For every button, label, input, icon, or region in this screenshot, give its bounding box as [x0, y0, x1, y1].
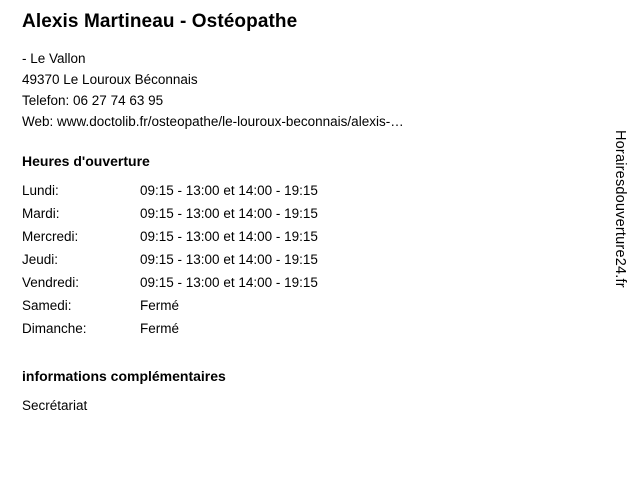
address-line-city: 49370 Le Louroux Béconnais: [22, 72, 198, 87]
hours-day-label: Mardi:: [22, 206, 60, 221]
hours-value: 09:15 - 13:00 et 14:00 - 19:15: [140, 252, 318, 267]
hours-day-label: Dimanche:: [22, 321, 87, 336]
table-row: [22, 251, 318, 274]
hours-value: 09:15 - 13:00 et 14:00 - 19:15: [140, 206, 318, 221]
address-line-street: - Le Vallon: [22, 51, 86, 66]
hours-day-label: Mercredi:: [22, 229, 79, 244]
hours-value: Fermé: [140, 321, 180, 336]
hours-value: 09:15 - 13:00 et 14:00 - 19:15: [140, 229, 318, 244]
brand-sidebar: [600, 0, 640, 480]
hours-day-label: Vendredi:: [22, 275, 80, 290]
hours-day-label: Lundi:: [22, 183, 59, 198]
opening-hours-title: Heures d'ouverture: [22, 153, 150, 169]
address-block: [22, 48, 582, 132]
table-row: [22, 205, 318, 228]
hours-day-label: Jeudi:: [22, 252, 59, 267]
hours-day-label: Samedi:: [22, 298, 72, 313]
hours-value: 09:15 - 13:00 et 14:00 - 19:15: [140, 275, 318, 290]
content-column: [22, 10, 582, 415]
brand-vertical-text: Horairesdouverture24.fr: [612, 130, 628, 288]
address-line-web: Web: www.doctolib.fr/osteopathe/le-louroux-beconnais/alexis-…: [22, 114, 404, 129]
table-row: [22, 274, 318, 297]
table-row: [22, 228, 318, 251]
additional-info-title: informations complémentaires: [22, 368, 226, 384]
page-title: Alexis Martineau - Ostéopathe: [22, 11, 298, 32]
hours-value: 09:15 - 13:00 et 14:00 - 19:15: [140, 183, 318, 198]
hours-value: Fermé: [140, 298, 180, 313]
table-row: [22, 182, 318, 205]
address-line-phone: Telefon: 06 27 74 63 95: [22, 93, 164, 108]
additional-info-text: Secrétariat: [22, 398, 88, 413]
table-row: [22, 297, 318, 320]
table-row: [22, 320, 318, 343]
opening-hours-table: [22, 182, 318, 343]
